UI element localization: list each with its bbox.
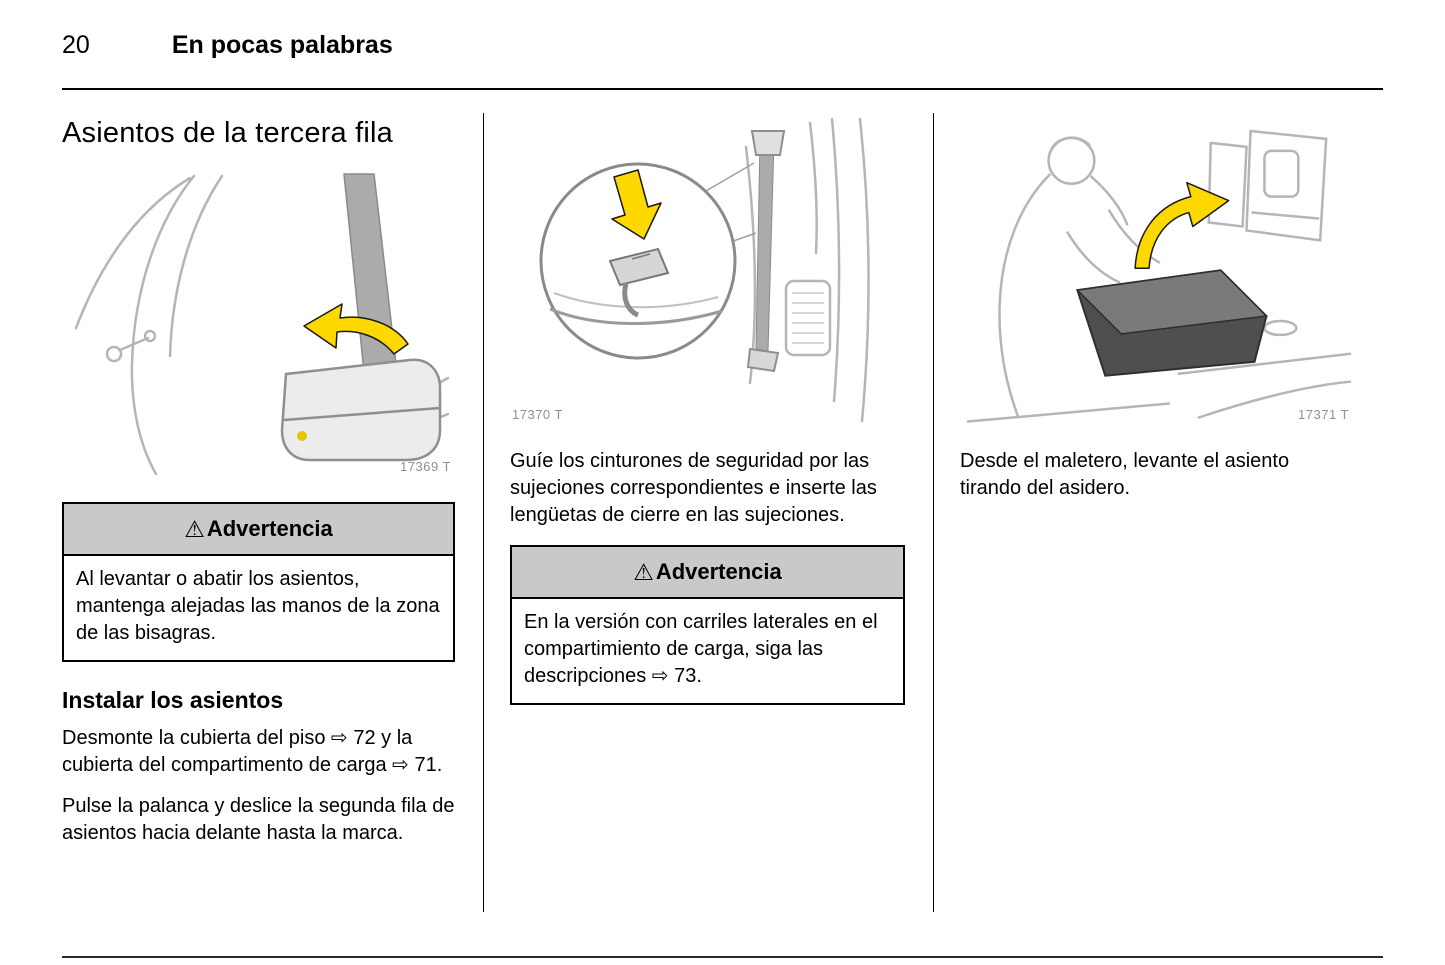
warning-label: Advertencia bbox=[655, 559, 782, 584]
three-column-layout bbox=[62, 113, 1383, 847]
warning-triangle-icon: ⚠ bbox=[184, 515, 205, 542]
warning-triangle-icon: ⚠ bbox=[633, 558, 654, 585]
belt-lower-anchor bbox=[748, 349, 778, 371]
page-number: 20 bbox=[62, 31, 90, 59]
paragraph: Pulse la palanca y deslice la segunda fila de asientos hacia delante hasta la marca. bbox=[62, 795, 455, 844]
cargo-belt-guide-illustration bbox=[510, 113, 905, 428]
yellow-arrow-icon bbox=[1135, 183, 1229, 269]
warning-label: Advertencia bbox=[206, 516, 333, 541]
column-1 bbox=[62, 113, 455, 847]
yellow-arrow-icon bbox=[304, 304, 408, 354]
paragraph: Guíe los cinturones de seguridad por las sujeciones correspondientes e inserte las lengüetas de cierre en las sujeciones. bbox=[510, 450, 877, 526]
section-title: En pocas palabras bbox=[171, 31, 393, 59]
belt-top-anchor bbox=[752, 131, 784, 155]
paragraph: Desde el maletero, levante el asiento tirando del asidero. bbox=[960, 450, 1290, 500]
warning-body: En la versión con carriles laterales en el compartimiento de carga, siga las descripciones ⇨ 73. bbox=[524, 611, 878, 687]
page-bottom-rule bbox=[62, 956, 1383, 958]
figure-caption: 17370 T bbox=[512, 407, 563, 422]
paragraph: Desmonte la cubierta del piso ⇨ 72 y la cubierta del compartimento de carga ⇨ 71. bbox=[62, 727, 443, 776]
release-button bbox=[297, 431, 307, 441]
seatbelt-strap bbox=[756, 141, 774, 351]
warning-body: Al levantar o abatir los asientos, mantenga alejadas las manos de la zona de las bisagras. bbox=[76, 568, 440, 644]
warning-box bbox=[62, 502, 455, 662]
figure-belt-guide bbox=[510, 113, 905, 428]
warning-header bbox=[512, 547, 903, 599]
header-rule bbox=[62, 88, 1383, 90]
figure-lift-seat bbox=[960, 123, 1353, 428]
figure-caption: 17369 T bbox=[400, 459, 451, 474]
column-2 bbox=[510, 113, 905, 847]
column-3 bbox=[960, 113, 1353, 847]
seatbelt-pillar-illustration bbox=[62, 168, 455, 480]
figure-seatbelt-retractor bbox=[62, 168, 455, 480]
figure-caption: 17371 T bbox=[1298, 407, 1349, 423]
article-title: Asientos de la tercera fila bbox=[62, 117, 394, 149]
warning-box bbox=[510, 545, 905, 705]
lift-seat-illustration bbox=[960, 123, 1353, 428]
page-header bbox=[62, 30, 393, 60]
subheading: Instalar los asientos bbox=[62, 687, 284, 713]
warning-header bbox=[64, 504, 453, 556]
